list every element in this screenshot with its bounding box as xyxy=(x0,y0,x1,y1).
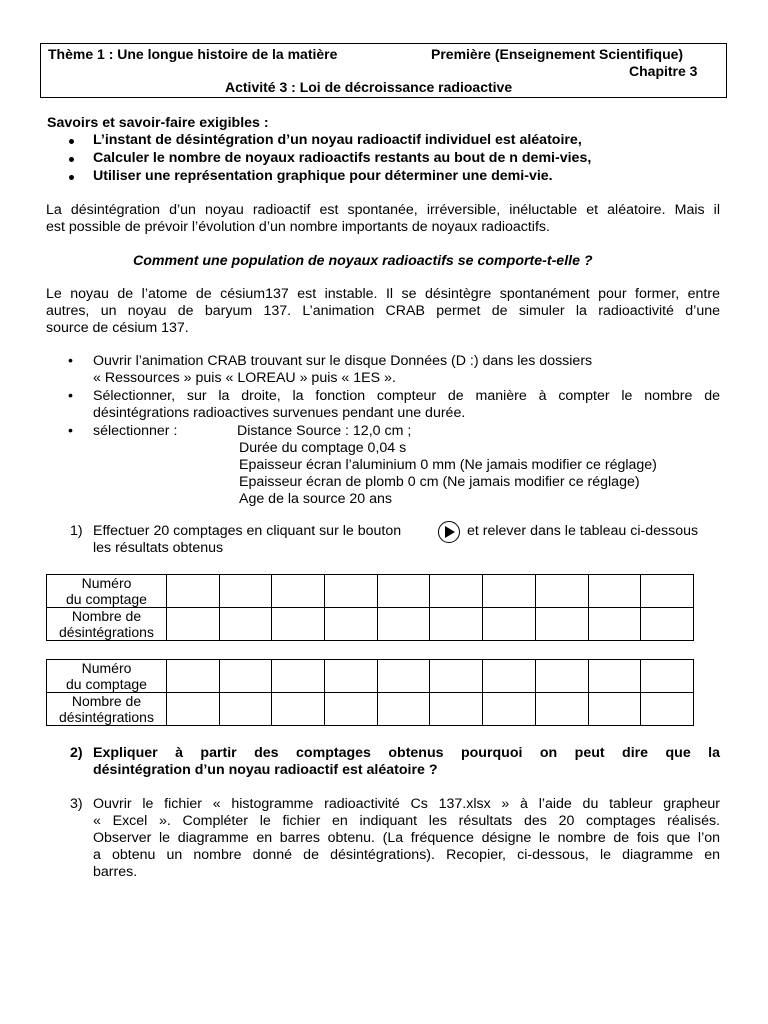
table-cell[interactable] xyxy=(535,575,588,608)
table-cell[interactable] xyxy=(325,575,378,608)
bullet-icon xyxy=(69,139,74,144)
table-cell[interactable] xyxy=(377,660,430,693)
chapter-label: Chapitre 3 xyxy=(629,63,698,79)
table-cell[interactable] xyxy=(641,660,694,693)
row-label-text: désintégrations xyxy=(59,709,154,725)
table-cell[interactable] xyxy=(219,575,272,608)
savoir-item: Calculer le nombre de noyaux radioactifs restants au bout de n demi-vies, xyxy=(93,150,592,166)
q2-number: 2) xyxy=(70,745,83,761)
setting-line: Epaisseur écran de plomb 0 cm (Ne jamais modifier ce réglage) xyxy=(239,474,640,490)
table-cell[interactable] xyxy=(219,608,272,641)
setting-line: Distance Source : 12,0 cm ; xyxy=(237,423,412,439)
q3-text: « Excel ». Compléter le fichier en indiquant les résultats des 20 comptages réalisés. xyxy=(93,813,720,829)
q3-number: 3) xyxy=(70,796,83,812)
table-cell[interactable] xyxy=(483,575,536,608)
q1-text: et relever dans le tableau ci-dessous xyxy=(467,523,699,539)
cesium-line: autres, un noyau de baryum 137. L’animation CRAB permet de simuler la radioactivité d’une xyxy=(46,303,720,319)
savoir-item: Utiliser une représentation graphique pour déterminer une demi-vie. xyxy=(93,168,553,184)
row-label xyxy=(47,660,167,693)
cesium-line: source de césium 137. xyxy=(46,320,189,336)
q3-text: a obtenu un nombre donné de désintégrations). Recopier, ci-dessous, le diagramme en xyxy=(93,847,720,863)
table-cell[interactable] xyxy=(535,693,588,726)
table-cell[interactable] xyxy=(588,693,641,726)
play-button-icon xyxy=(438,521,460,543)
setting-line: Epaisseur écran l’aluminium 0 mm (Ne jamais modifier ce réglage) xyxy=(239,457,657,473)
table-cell[interactable] xyxy=(483,693,536,726)
q3-text: Ouvrir le fichier « histogramme radioactivité Cs 137.xlsx » à l’aide du tableur grapheur xyxy=(93,796,720,812)
table-cell[interactable] xyxy=(272,608,325,641)
table-cell[interactable] xyxy=(167,660,220,693)
bullet-icon: • xyxy=(68,353,73,369)
row-label xyxy=(47,693,167,726)
table-cell[interactable] xyxy=(588,660,641,693)
row-label xyxy=(47,608,167,641)
row-label-text: Nombre de xyxy=(71,693,142,709)
table-cell[interactable] xyxy=(167,608,220,641)
table-cell[interactable] xyxy=(377,608,430,641)
q1-text: les résultats obtenus xyxy=(93,540,224,556)
table-cell[interactable] xyxy=(430,575,483,608)
bullet-icon xyxy=(69,157,74,162)
q3-text: barres. xyxy=(93,864,138,880)
header-box xyxy=(40,43,727,98)
table-cell[interactable] xyxy=(483,608,536,641)
table-cell[interactable] xyxy=(588,608,641,641)
savoir-item: L’instant de désintégration d’un noyau radioactif individuel est aléatoire, xyxy=(93,132,582,148)
table-cell[interactable] xyxy=(641,608,694,641)
table-cell[interactable] xyxy=(535,660,588,693)
cesium-line: Le noyau de l’atome de césium137 est instable. Il se désintègre spontanément pour former, entre xyxy=(46,286,720,302)
table-cell[interactable] xyxy=(219,660,272,693)
row-label-text: désintégrations xyxy=(59,624,154,640)
row-label-text: du comptage xyxy=(66,591,147,607)
level-label: Première (Enseignement Scientifique) xyxy=(431,46,684,62)
table-row xyxy=(47,575,694,608)
q1-text: Effectuer 20 comptages en cliquant sur le bouton xyxy=(93,523,402,539)
row-label-text: Nombre de xyxy=(71,608,142,624)
bullet-icon: • xyxy=(68,423,73,439)
table-cell[interactable] xyxy=(377,693,430,726)
intro-line: La désintégration d’un noyau radioactif est spontanée, irréversible, inéluctable et aléatoire. Mais il xyxy=(46,202,720,218)
table-cell[interactable] xyxy=(325,608,378,641)
table-cell[interactable] xyxy=(325,693,378,726)
table-cell[interactable] xyxy=(641,693,694,726)
table-cell[interactable] xyxy=(430,693,483,726)
step-line: Ouvrir l’animation CRAB trouvant sur le disque Données (D :) dans les dossiers xyxy=(93,353,593,369)
row-label-text: Numéro xyxy=(81,660,132,676)
table-cell[interactable] xyxy=(588,575,641,608)
savoirs-title: Savoirs et savoir-faire exigibles : xyxy=(47,115,269,131)
table-cell[interactable] xyxy=(483,660,536,693)
q2-text: désintégration d’un noyau radioactif est aléatoire ? xyxy=(93,762,438,778)
setting-line: Age de la source 20 ans xyxy=(239,491,393,507)
table-cell[interactable] xyxy=(641,575,694,608)
table-cell[interactable] xyxy=(430,608,483,641)
row-label-text: du comptage xyxy=(66,676,147,692)
activity-title: Activité 3 : Loi de décroissance radioactive xyxy=(225,79,513,95)
table-cell[interactable] xyxy=(325,660,378,693)
table-cell[interactable] xyxy=(167,693,220,726)
q3-text: Observer le diagramme en barres obtenu. (La fréquence désigne le nombre de fois que l’on xyxy=(93,830,720,846)
table-row xyxy=(47,693,694,726)
bullet-icon xyxy=(69,175,74,180)
intro-line: est possible de prévoir l’évolution d’un nombre importants de noyaux radioactifs. xyxy=(46,219,550,235)
q1-number: 1) xyxy=(70,523,83,539)
table-row xyxy=(47,608,694,641)
table-cell[interactable] xyxy=(167,575,220,608)
main-question: Comment une population de noyaux radioactifs se comporte-t-elle ? xyxy=(133,253,593,269)
row-label-text: Numéro xyxy=(81,575,132,591)
count-table xyxy=(46,574,694,641)
step-label: sélectionner : xyxy=(93,423,178,439)
row-label xyxy=(47,575,167,608)
count-table xyxy=(46,659,694,726)
table-cell[interactable] xyxy=(377,575,430,608)
table-row xyxy=(47,660,694,693)
q2-text: Expliquer à partir des comptages obtenus pourquoi on peut dire que la xyxy=(93,745,720,761)
table-cell[interactable] xyxy=(272,575,325,608)
table-cell[interactable] xyxy=(430,660,483,693)
table-cell[interactable] xyxy=(535,608,588,641)
step-line: Sélectionner, sur la droite, la fonction compteur de manière à compter le nombre de xyxy=(93,388,720,404)
step-line: « Ressources » puis « LOREAU » puis « 1ES ». xyxy=(93,370,396,386)
table-cell[interactable] xyxy=(219,693,272,726)
bullet-icon: • xyxy=(68,388,73,404)
step-line: désintégrations radioactives survenues pendant une durée. xyxy=(93,405,466,421)
table-cell[interactable] xyxy=(272,660,325,693)
table-cell[interactable] xyxy=(272,693,325,726)
theme-title: Thème 1 : Une longue histoire de la matière xyxy=(48,46,338,62)
setting-line: Durée du comptage 0,04 s xyxy=(239,440,407,456)
